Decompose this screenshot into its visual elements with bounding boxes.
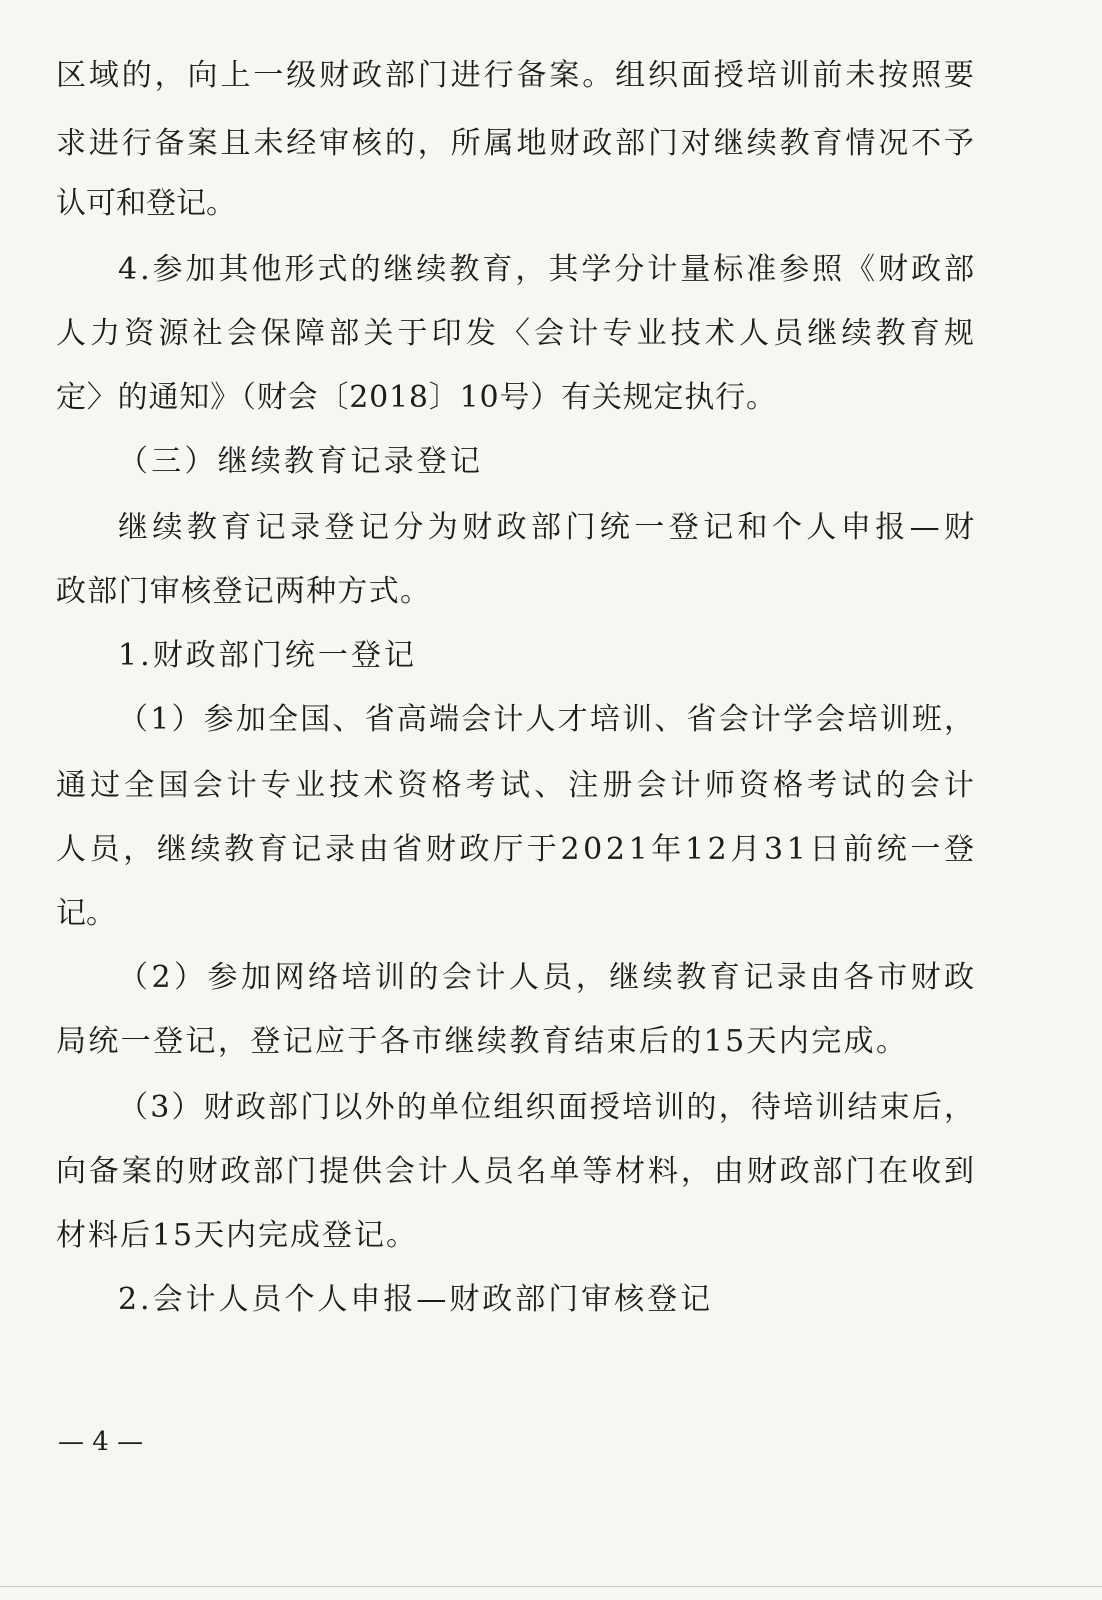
line-text: （1）参加全国、省高端会计人才培训、省会计学会培训班， xyxy=(118,702,977,737)
line-text: 认可和登记。 xyxy=(56,186,236,221)
body-line xyxy=(0,250,1102,290)
subsection-heading xyxy=(0,636,1102,676)
line-text: 人力资源社会保障部关于印发〈会计专业技术人员继续教育规 xyxy=(56,316,979,351)
body-line xyxy=(0,958,1102,998)
subsection-heading xyxy=(0,1280,1102,1320)
line-text: 政部门审核登记两种方式。 xyxy=(56,574,432,609)
body-line xyxy=(0,572,1102,612)
body-line xyxy=(0,508,1102,548)
line-text: 局统一登记，登记应于各市继续教育结束后的15天内完成。 xyxy=(56,1024,909,1059)
body-line xyxy=(0,1088,1102,1128)
line-text: 向备案的财政部门提供会计人员名单等材料，由财政部门在收到 xyxy=(56,1154,977,1189)
body-line xyxy=(0,124,1102,164)
line-text: 区域的，向上一级财政部门进行备案。组织面授培训前未按照要 xyxy=(56,58,977,93)
section-heading xyxy=(0,442,1102,482)
line-text: 求进行备案且未经审核的，所属地财政部门对继续教育情况不予 xyxy=(56,126,977,161)
line-text: 通过全国会计专业技术资格考试、注册会计师资格考试的会计 xyxy=(56,768,979,803)
body-line xyxy=(0,184,1102,224)
line-text: 定〉的通知》（财会〔2018〕10号）有关规定执行。 xyxy=(56,380,777,415)
heading-text: （三）继续教育记录登记 xyxy=(118,444,484,479)
body-line xyxy=(0,700,1102,740)
heading-text: 1.财政部门统一登记 xyxy=(118,638,418,673)
line-text: 记。 xyxy=(56,896,116,931)
body-line xyxy=(0,1216,1102,1256)
line-text: （3）财政部门以外的单位组织面授培训的，待培训结束后， xyxy=(118,1090,977,1125)
line-text: 继续教育记录登记分为财政部门统一登记和个人申报—财 xyxy=(118,510,979,545)
body-line xyxy=(0,894,1102,934)
heading-text: 2.会计人员个人申报—财政部门审核登记 xyxy=(118,1282,714,1317)
line-text: 人员，继续教育记录由省财政厅于2021年12月31日前统一登 xyxy=(56,832,978,867)
body-line xyxy=(0,1152,1102,1192)
body-line xyxy=(0,314,1102,354)
body-line xyxy=(0,1022,1102,1062)
line-text: （2）参加网络培训的会计人员，继续教育记录由各市财政 xyxy=(118,960,978,995)
line-text: 材料后15天内完成登记。 xyxy=(56,1218,418,1253)
page-number: — 4 — xyxy=(58,1427,144,1457)
body-line xyxy=(0,378,1102,418)
line-text: 4.参加其他形式的继续教育，其学分计量标准参照《财政部 xyxy=(118,252,978,287)
body-line xyxy=(0,830,1102,870)
bottom-divider xyxy=(0,1586,1102,1587)
body-line xyxy=(0,56,1102,96)
body-line xyxy=(0,766,1102,806)
